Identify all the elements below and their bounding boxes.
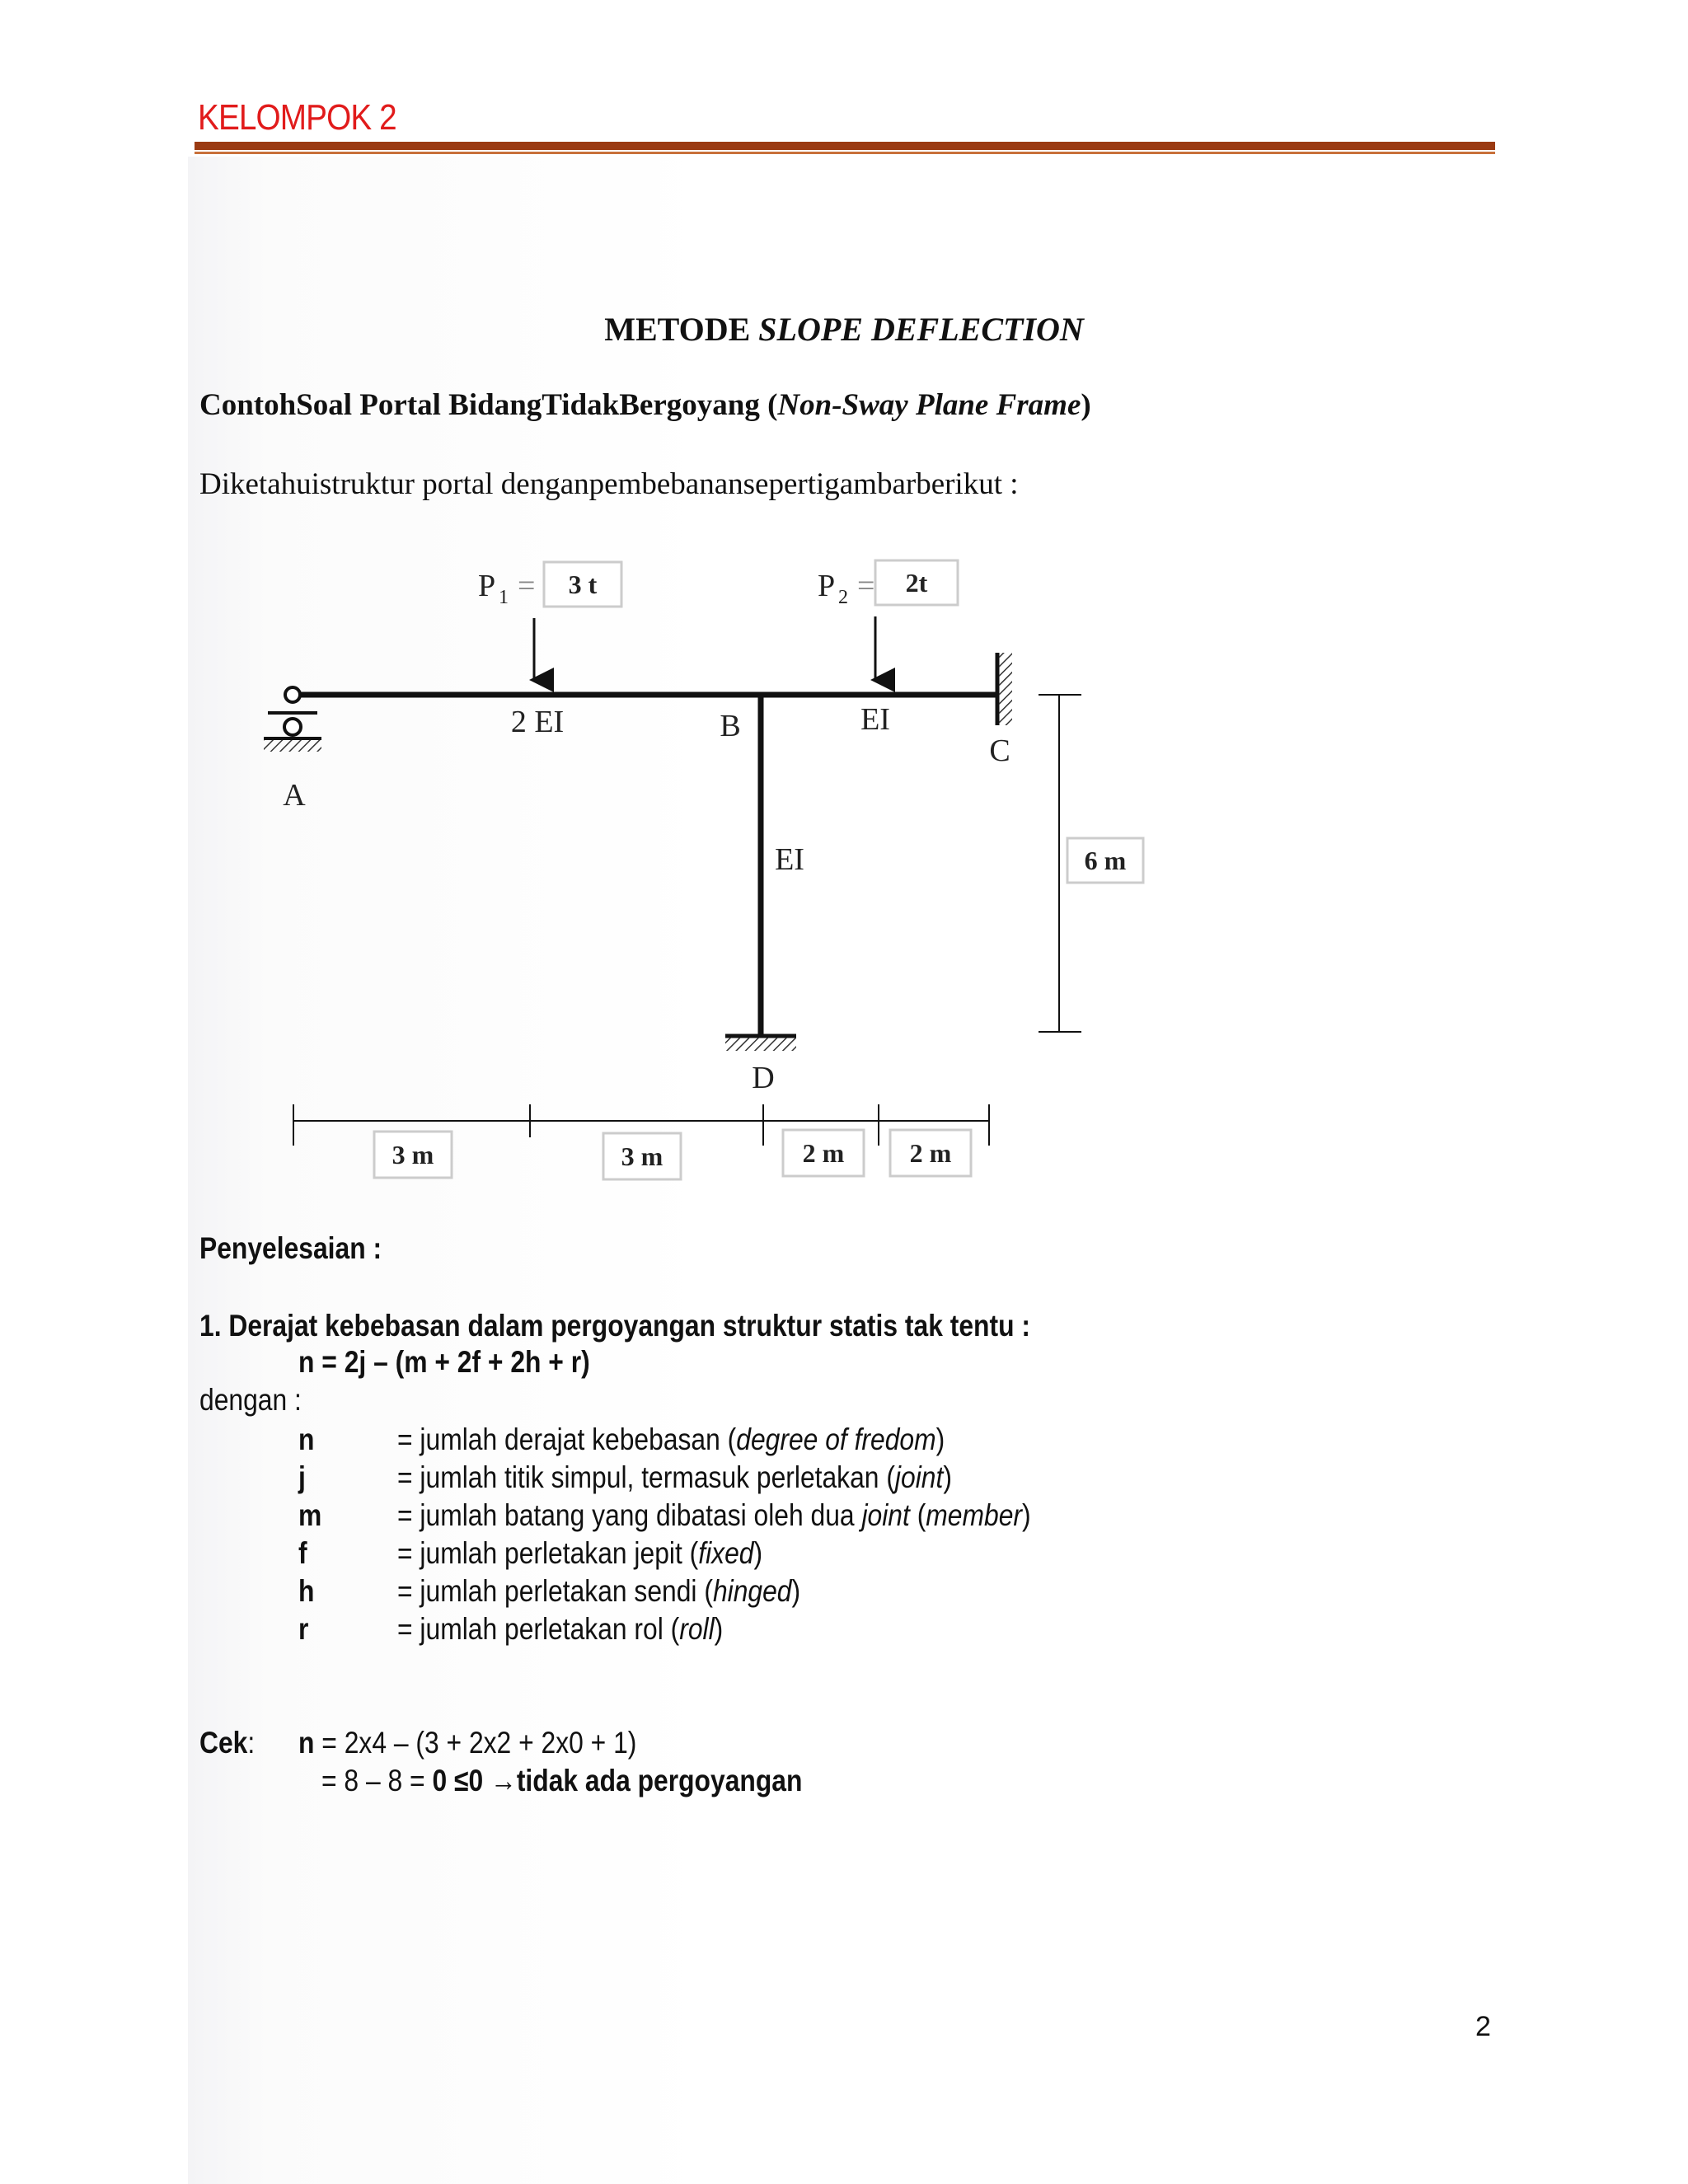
p2-value: 2t xyxy=(905,568,928,598)
height-label: 6 m xyxy=(1084,846,1127,875)
p2-sub: 2 xyxy=(838,587,848,608)
def-sym-h: h xyxy=(298,1574,315,1608)
page-number: 2 xyxy=(1475,2011,1491,2042)
with-label: dengan : xyxy=(199,1383,302,1417)
span-label-1: 3 m xyxy=(392,1140,434,1169)
frame-diagram xyxy=(198,544,1170,1195)
p2-label: P xyxy=(818,569,836,603)
def-text-m: = jumlah batang yang dibatasi oleh dua joint (member) xyxy=(397,1498,1031,1532)
node-d-label: D xyxy=(752,1061,775,1095)
solution-heading: Penyelesaian : xyxy=(199,1231,382,1265)
header-group-label: KELOMPOK 2 xyxy=(198,97,396,138)
header-rule-thin xyxy=(195,152,1495,154)
check-line-2: = 8 – 8 = 0 ≤0 →tidak ada pergoyangan xyxy=(321,1764,803,1797)
span-dimensions xyxy=(293,1104,989,1179)
node-c-label: C xyxy=(989,733,1010,768)
member-ab-label: 2 EI xyxy=(510,705,565,739)
step1-title: 1. Derajat kebebasan dalam pergoyangan struktur statis tak tentu : xyxy=(199,1309,1030,1343)
span-label-3: 2 m xyxy=(802,1138,845,1168)
def-sym-n: n xyxy=(298,1422,315,1456)
dof-formula: n = 2j – (m + 2f + 2h + r) xyxy=(298,1345,590,1379)
def-text-j: = jumlah titik simpul, termasuk perletakan (joint) xyxy=(397,1460,952,1494)
page-title: METODE SLOPE DEFLECTION xyxy=(604,311,1084,348)
node-b-label: B xyxy=(720,709,741,743)
example-subtitle: ContohSoal Portal BidangTidakBergoyang (Non-Sway Plane Frame) xyxy=(199,388,1091,422)
height-dimension xyxy=(1039,695,1143,1032)
check-label: Cek: xyxy=(199,1726,256,1760)
def-text-n: = jumlah derajat kebebasan (degree of fredom) xyxy=(397,1422,945,1456)
def-text-r: = jumlah perletakan rol (roll) xyxy=(397,1612,724,1646)
def-text-f: = jumlah perletakan jepit (fixed) xyxy=(397,1536,763,1570)
def-sym-r: r xyxy=(298,1612,309,1646)
node-a-label: A xyxy=(283,778,306,813)
p1-sub: 1 xyxy=(499,587,509,608)
header-rule xyxy=(195,142,1495,150)
p2-equals: = xyxy=(857,569,875,603)
p1-value: 3 t xyxy=(568,569,598,599)
intro-text: Diketahuistruktur portal denganpembebanansepertigambarberikut : xyxy=(199,467,1019,501)
member-bc-label: EI xyxy=(860,702,890,737)
span-label-4: 2 m xyxy=(909,1138,952,1168)
check-line-1: n = 2x4 – (3 + 2x2 + 2x0 + 1) xyxy=(298,1726,637,1760)
def-text-h: = jumlah perletakan sendi (hinged) xyxy=(397,1574,801,1608)
p1-label: P xyxy=(478,569,496,603)
def-sym-f: f xyxy=(298,1536,307,1570)
span-label-2: 3 m xyxy=(621,1141,663,1171)
p1-equals: = xyxy=(518,569,536,603)
def-sym-j: j xyxy=(298,1460,306,1494)
support-d xyxy=(725,1036,796,1051)
support-c xyxy=(997,653,1012,725)
def-sym-m: m xyxy=(298,1498,322,1532)
member-bd-label: EI xyxy=(775,842,804,877)
